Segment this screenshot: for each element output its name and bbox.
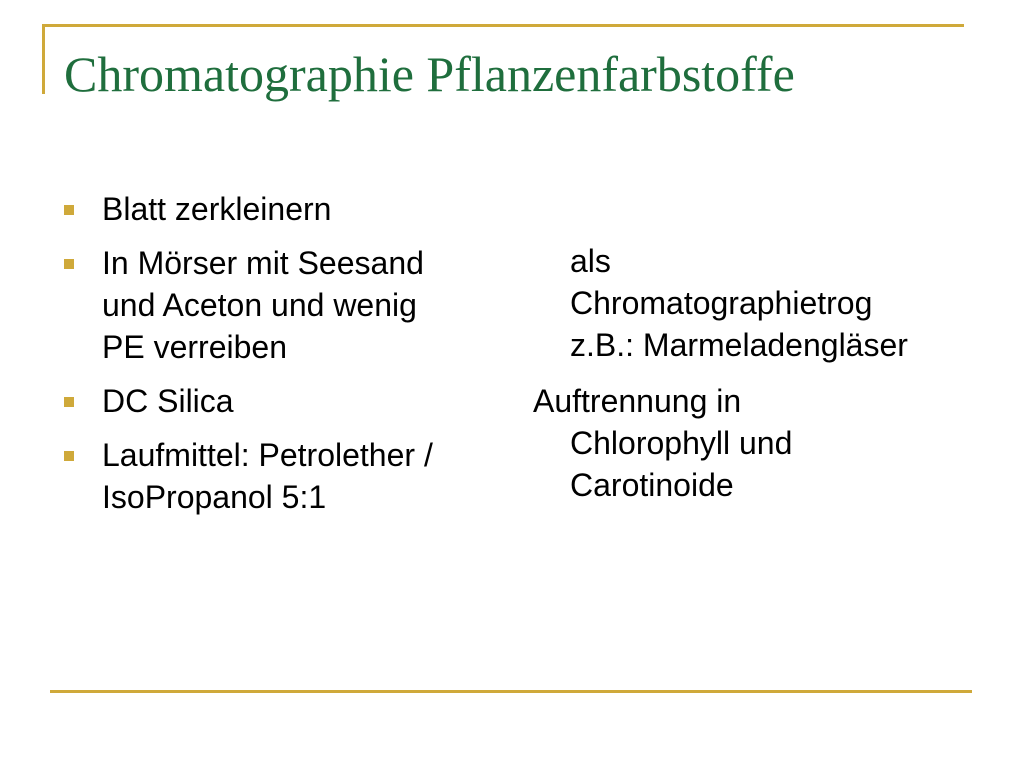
bullet-text: In Mörser mit Seesand <box>102 245 424 281</box>
bullet-item <box>62 434 492 518</box>
right-paragraph <box>533 380 993 506</box>
bullet-text: IsoPropanol 5:1 <box>102 479 327 515</box>
left-accent-line <box>42 24 45 94</box>
bullet-text: und Aceton und wenig <box>102 287 417 323</box>
slide-title: Chromatographie Pflanzenfarbstoffe <box>64 46 795 102</box>
square-bullet-icon <box>64 451 74 461</box>
paragraph-text: z.B.: Marmeladengläser <box>570 327 908 363</box>
paragraph-text: Chlorophyll und <box>570 425 793 461</box>
paragraph-text: Auftrennung in <box>533 383 742 419</box>
right-text-column <box>533 240 993 520</box>
bullet-text: Blatt zerkleinern <box>102 191 332 227</box>
top-accent-line <box>42 24 964 27</box>
square-bullet-icon <box>64 205 74 215</box>
square-bullet-icon <box>64 397 74 407</box>
bullet-list <box>62 188 492 530</box>
paragraph-text: als <box>570 243 611 279</box>
paragraph-text: Chromatographietrog <box>570 285 873 321</box>
right-paragraph <box>533 240 993 366</box>
bullet-text: DC Silica <box>102 383 234 419</box>
square-bullet-icon <box>64 259 74 269</box>
bottom-accent-line <box>50 690 972 693</box>
paragraph-text: Carotinoide <box>570 467 734 503</box>
bullet-item <box>62 188 492 230</box>
bullet-item <box>62 380 492 422</box>
bullet-item <box>62 242 492 368</box>
bullet-text: PE verreiben <box>102 329 287 365</box>
bullet-text: Laufmittel: Petrolether / <box>102 437 433 473</box>
